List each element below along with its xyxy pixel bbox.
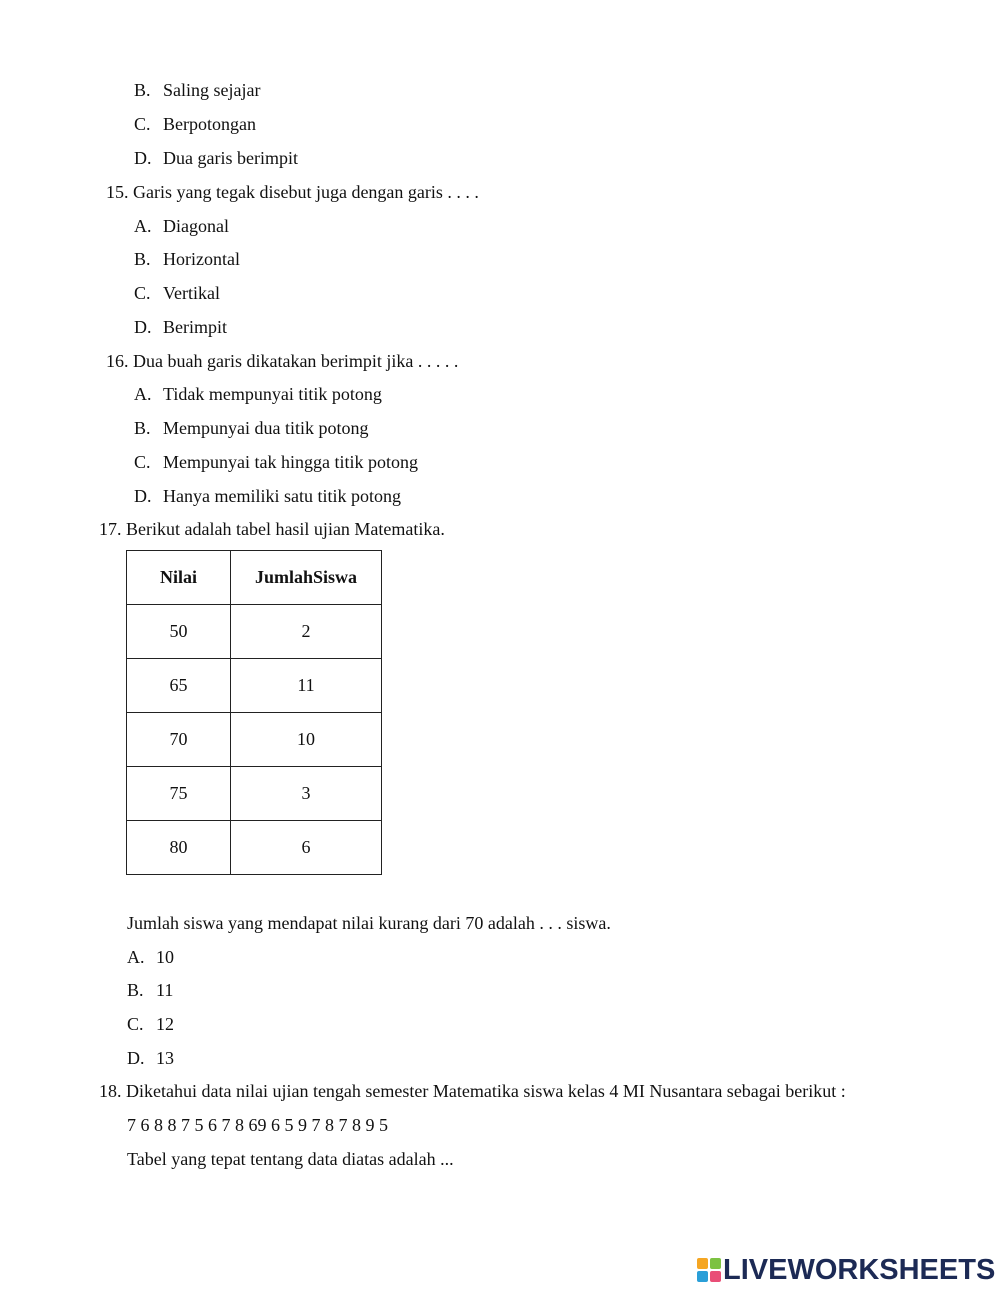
option-text: 10 bbox=[156, 947, 174, 967]
liveworksheets-logo-icon bbox=[697, 1258, 721, 1282]
table-cell-jumlah: 11 bbox=[231, 659, 382, 713]
q15-option-c bbox=[134, 282, 220, 304]
option-letter: D. bbox=[134, 317, 152, 337]
liveworksheets-logo bbox=[697, 1255, 995, 1285]
table-cell-jumlah: 2 bbox=[231, 605, 382, 659]
q16-stem bbox=[106, 350, 458, 372]
option-letter: A. bbox=[134, 216, 152, 236]
question-text: Berikut adalah tabel hasil ujian Matematika. bbox=[126, 519, 445, 539]
option-letter: B. bbox=[134, 80, 151, 100]
option-text: Vertikal bbox=[163, 283, 220, 303]
q18-data-line: 7 6 8 8 7 5 6 7 8 69 6 5 9 7 8 7 8 9 5 bbox=[127, 1115, 388, 1135]
q18-question: Tabel yang tepat tentang data diatas adalah ... bbox=[127, 1149, 454, 1169]
table-row bbox=[127, 767, 382, 821]
option-text: Saling sejajar bbox=[163, 80, 261, 100]
table-cell-nilai: 70 bbox=[127, 713, 231, 767]
q15-option-b bbox=[134, 248, 240, 270]
q16-option-d bbox=[134, 485, 401, 507]
q16-option-a bbox=[134, 383, 382, 405]
option-letter: B. bbox=[127, 980, 144, 1000]
q17-option-b bbox=[127, 979, 173, 1001]
q14-option-b bbox=[134, 79, 260, 101]
q17-stem bbox=[99, 518, 445, 540]
option-letter: C. bbox=[127, 1014, 144, 1034]
option-text: 11 bbox=[156, 980, 174, 1000]
option-letter: D. bbox=[134, 148, 152, 168]
table-row bbox=[127, 821, 382, 875]
table-cell-nilai: 50 bbox=[127, 605, 231, 659]
option-letter: C. bbox=[134, 114, 151, 134]
table-header-jumlah-siswa: JumlahSiswa bbox=[231, 551, 382, 605]
table-cell-jumlah: 3 bbox=[231, 767, 382, 821]
option-text: 12 bbox=[156, 1014, 174, 1034]
table-header-nilai: Nilai bbox=[127, 551, 231, 605]
question-text: Garis yang tegak disebut juga dengan garis . . . . bbox=[133, 182, 479, 202]
table-header-row bbox=[127, 551, 382, 605]
question-number: 15. bbox=[106, 182, 129, 202]
table-row bbox=[127, 605, 382, 659]
option-letter: D. bbox=[127, 1048, 145, 1068]
option-text: Berimpit bbox=[163, 317, 227, 337]
question-number: 16. bbox=[106, 351, 129, 371]
question-text: Dua buah garis dikatakan berimpit jika . . . . . bbox=[133, 351, 459, 371]
table-cell-jumlah: 6 bbox=[231, 821, 382, 875]
q17-option-c bbox=[127, 1013, 174, 1035]
q18-stem bbox=[99, 1080, 846, 1102]
option-letter: B. bbox=[134, 418, 151, 438]
option-text: 13 bbox=[156, 1048, 174, 1068]
table-cell-jumlah: 10 bbox=[231, 713, 382, 767]
option-letter: C. bbox=[134, 452, 151, 472]
option-letter: B. bbox=[134, 249, 151, 269]
table-cell-nilai: 75 bbox=[127, 767, 231, 821]
q17-option-a bbox=[127, 946, 174, 968]
table-cell-nilai: 65 bbox=[127, 659, 231, 713]
question-number: 17. bbox=[99, 519, 122, 539]
option-letter: A. bbox=[134, 384, 152, 404]
question-text: Diketahui data nilai ujian tengah semester Matematika siswa kelas 4 MI Nusantara sebagai berikut : bbox=[126, 1081, 846, 1101]
option-text: Berpotongan bbox=[163, 114, 256, 134]
table-cell-nilai: 80 bbox=[127, 821, 231, 875]
option-text: Dua garis berimpit bbox=[163, 148, 298, 168]
brand-name: LIVEWORKSHEETS bbox=[723, 1253, 996, 1286]
q14-option-c bbox=[134, 113, 256, 135]
q17-option-d bbox=[127, 1047, 174, 1069]
option-text: Tidak mempunyai titik potong bbox=[163, 384, 382, 404]
score-table bbox=[126, 550, 382, 875]
option-text: Horizontal bbox=[163, 249, 240, 269]
option-letter: A. bbox=[127, 947, 145, 967]
option-text: Mempunyai dua titik potong bbox=[163, 418, 369, 438]
logo-square bbox=[710, 1271, 721, 1282]
option-text: Diagonal bbox=[163, 216, 229, 236]
q15-stem bbox=[106, 181, 479, 203]
q16-option-c bbox=[134, 451, 418, 473]
option-letter: D. bbox=[134, 486, 152, 506]
logo-square bbox=[697, 1271, 708, 1282]
q17-question: Jumlah siswa yang mendapat nilai kurang dari 70 adalah . . . siswa. bbox=[127, 913, 611, 933]
logo-square bbox=[697, 1258, 708, 1269]
question-number: 18. bbox=[99, 1081, 122, 1101]
q16-option-b bbox=[134, 417, 368, 439]
q15-option-a bbox=[134, 215, 229, 237]
option-text: Hanya memiliki satu titik potong bbox=[163, 486, 401, 506]
logo-square bbox=[710, 1258, 721, 1269]
option-letter: C. bbox=[134, 283, 151, 303]
option-text: Mempunyai tak hingga titik potong bbox=[163, 452, 418, 472]
table-row bbox=[127, 659, 382, 713]
q15-option-d bbox=[134, 316, 227, 338]
table-row bbox=[127, 713, 382, 767]
q14-option-d bbox=[134, 147, 298, 169]
